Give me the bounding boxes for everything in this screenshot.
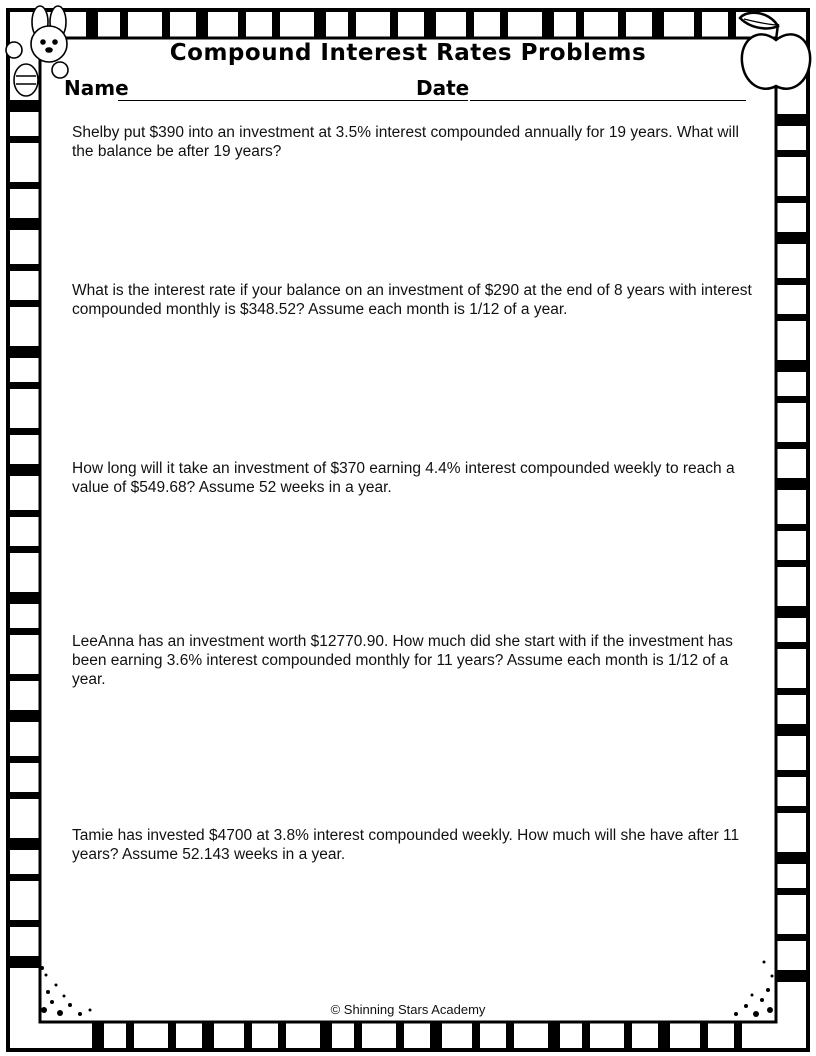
border-stripe xyxy=(10,838,40,850)
border-stripe xyxy=(314,12,326,38)
border-stripe xyxy=(728,12,736,38)
border-stripe xyxy=(10,464,40,476)
border-stripe xyxy=(776,806,806,813)
border-stripe xyxy=(776,314,806,321)
border-stripe xyxy=(202,1022,214,1048)
border-stripe xyxy=(500,12,508,38)
border-stripe xyxy=(776,642,806,649)
border-stripe xyxy=(466,12,474,38)
border-stripe xyxy=(542,12,554,38)
border-stripe xyxy=(86,12,98,38)
border-stripe xyxy=(168,1022,176,1048)
border-stripe xyxy=(776,560,806,567)
border-stripe xyxy=(10,920,40,927)
border-stripe xyxy=(10,956,40,968)
border-stripe xyxy=(776,360,806,372)
problem-4: LeeAnna has an investment worth $12770.90. How much did she start with if the investment has been earning 3.6% interest compounded monthly for 11 years? Assume each month is 1/12 of a year. xyxy=(72,633,733,688)
border-stripe xyxy=(10,428,40,435)
border-stripe xyxy=(10,182,40,189)
border-stripe xyxy=(776,606,806,618)
border-stripe xyxy=(776,724,806,736)
border-stripe xyxy=(10,592,40,604)
border-stripe xyxy=(652,12,664,38)
border-stripe xyxy=(658,1022,670,1048)
border-stripe xyxy=(776,688,806,695)
problem-5: Tamie has invested $4700 at 3.8% interest compounded weekly. How much will she have after 11 years? Assume 52.143 weeks in a year. xyxy=(72,827,740,863)
border-stripe xyxy=(700,1022,708,1048)
border-stripe xyxy=(238,12,246,38)
name-field[interactable] xyxy=(118,100,468,101)
border-stripe xyxy=(776,150,806,157)
border-stripe xyxy=(10,136,40,143)
problem-2: What is the interest rate if your balance on an investment of $290 at the end of 8 years with interest compounded monthly is $348.52? Assume each month is 1/12 of a year. xyxy=(72,282,752,318)
border-stripe xyxy=(10,710,40,722)
border-stripe xyxy=(92,1022,104,1048)
border-stripe xyxy=(776,888,806,895)
border-stripe xyxy=(776,232,806,244)
border-stripe xyxy=(430,1022,442,1048)
border-stripe xyxy=(734,1022,742,1048)
border-stripe xyxy=(10,546,40,553)
date-field[interactable] xyxy=(470,100,746,101)
border-stripe xyxy=(10,792,40,799)
border-stripe xyxy=(776,442,806,449)
border-stripe xyxy=(582,1022,590,1048)
border-stripe xyxy=(472,1022,480,1048)
border-stripe xyxy=(10,382,40,389)
problem-1: Shelby put $390 into an investment at 3.5% interest compounded annually for 19 years. What will the balance be after 19 years? xyxy=(72,124,739,160)
worksheet-title: Compound Interest Rates Problems xyxy=(169,40,647,66)
border-stripe xyxy=(354,1022,362,1048)
border-stripe xyxy=(776,770,806,777)
border-stripe xyxy=(244,1022,252,1048)
problem-3: How long will it take an investment of $370 earning 4.4% interest compounded weekly to reach a value of $549.68? Assume 52 weeks in a year. xyxy=(72,460,735,496)
border-stripe xyxy=(776,196,806,203)
border-stripe xyxy=(396,1022,404,1048)
border-stripe xyxy=(10,346,40,358)
border-stripe xyxy=(576,12,584,38)
border-stripe xyxy=(10,628,40,635)
date-label: Date xyxy=(416,76,470,100)
border-stripe xyxy=(776,114,806,126)
border-stripe xyxy=(272,12,280,38)
border-stripe xyxy=(320,1022,332,1048)
border-stripe xyxy=(10,218,40,230)
border-stripe xyxy=(624,1022,632,1048)
border-inner xyxy=(40,38,776,1022)
border-stripe xyxy=(776,970,806,982)
name-label: Name xyxy=(64,76,129,100)
border-stripe xyxy=(776,478,806,490)
border-stripe xyxy=(10,874,40,881)
border-stripe xyxy=(776,934,806,941)
border-stripe xyxy=(776,524,806,531)
border-stripe xyxy=(506,1022,514,1048)
border-stripe xyxy=(390,12,398,38)
border-stripe xyxy=(424,12,436,38)
border-stripe xyxy=(776,278,806,285)
border-stripe xyxy=(126,1022,134,1048)
border-stripe xyxy=(120,12,128,38)
border-stripe xyxy=(10,300,40,307)
border-stripe xyxy=(776,396,806,403)
border-stripe xyxy=(10,264,40,271)
border-stripe xyxy=(10,100,40,112)
border-stripe xyxy=(196,12,208,38)
border-stripe xyxy=(162,12,170,38)
border-stripe xyxy=(548,1022,560,1048)
border-stripe xyxy=(348,12,356,38)
border-stripe xyxy=(10,674,40,681)
border-stripe xyxy=(776,852,806,864)
border-stripe xyxy=(10,510,40,517)
copyright-footer: © Shinning Stars Academy xyxy=(330,1002,486,1017)
name-date-row xyxy=(64,76,754,104)
border-stripe xyxy=(618,12,626,38)
border-stripe xyxy=(694,12,702,38)
border-stripe xyxy=(10,756,40,763)
border-stripe xyxy=(278,1022,286,1048)
